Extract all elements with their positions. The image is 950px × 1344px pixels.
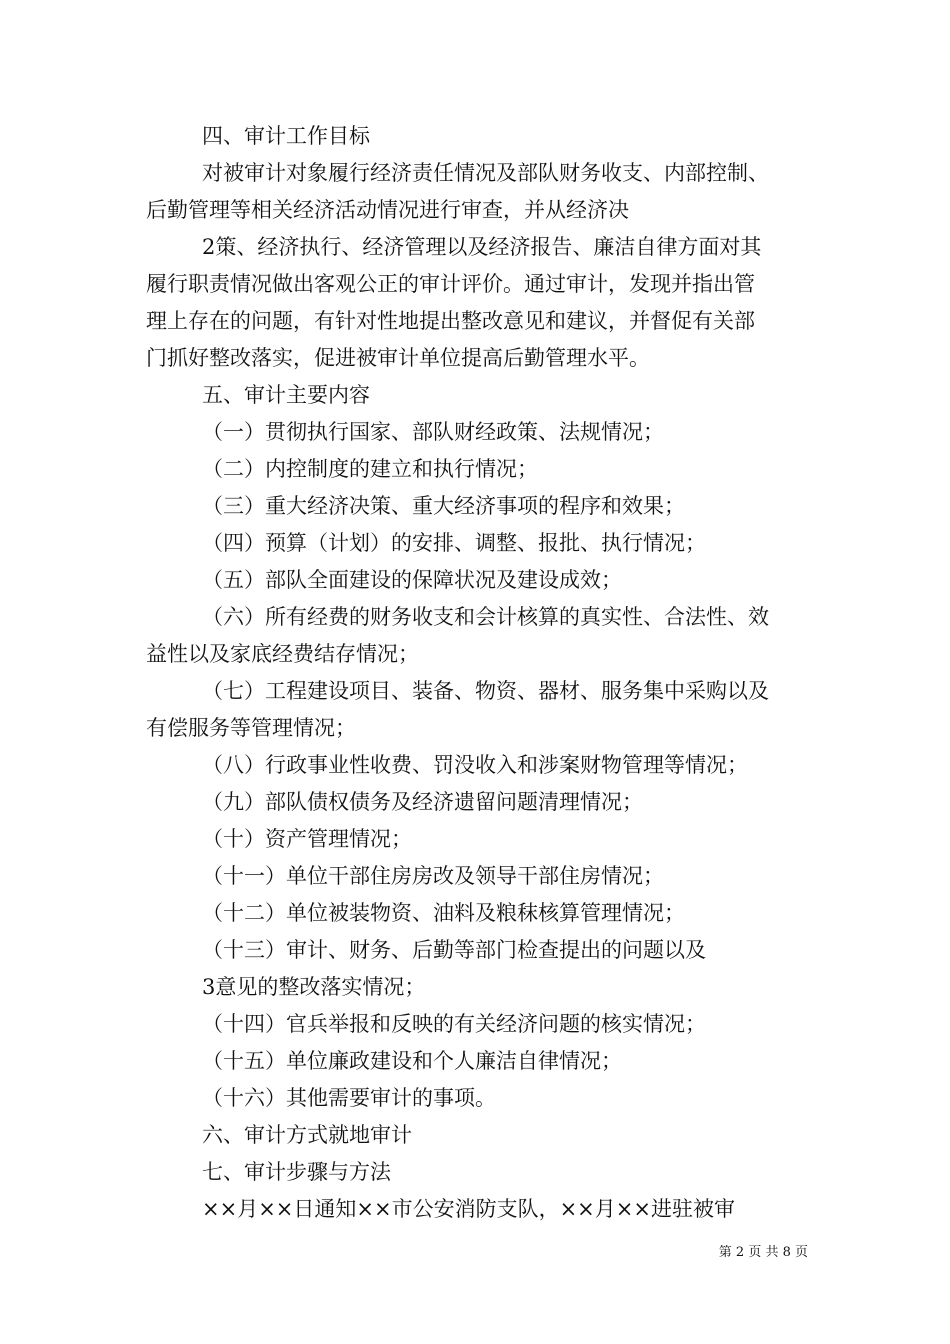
list-item: （十一）单位干部住房房改及领导干部住房情况； [202,864,664,888]
section-heading-6: 六、审计方式就地审计 [202,1123,412,1147]
list-item: （六）所有经费的财务收支和会计核算的真实性、合法性、效 [202,605,769,629]
document-body [146,118,810,1228]
paragraph-line: 后勤管理等相关经济活动情况进行审查，并从经济决 [146,198,629,222]
list-item: （四）预算（计划）的安排、调整、报批、执行情况； [202,531,706,555]
list-item: （十五）单位廉政建设和个人廉洁自律情况； [202,1049,622,1073]
page-number-footer: 第 2 页 共 8 页 [718,1245,808,1260]
list-item-continuation: 有偿服务等管理情况； [146,716,356,740]
list-item: （十四）官兵举报和反映的有关经济问题的核实情况； [202,1012,706,1036]
paragraph-line: 门抓好整改落实，促进被审计单位提高后勤管理水平。 [146,346,650,370]
list-item: （十三）审计、财务、后勤等部门检查提出的问题以及 [202,938,706,962]
paragraph-line: 2策、经济执行、经济管理以及经济报告、廉洁自律方面对其 [202,235,762,259]
section-heading-4: 四、审计工作目标 [202,124,370,148]
list-item: （一）贯彻执行国家、部队财经政策、法规情况； [202,420,664,444]
list-item: （五）部队全面建设的保障状况及建设成效； [202,568,622,592]
list-item: （十六）其他需要审计的事项。 [202,1086,496,1110]
list-item-continuation: 益性以及家底经费结存情况； [146,642,419,666]
list-item: （八）行政事业性收费、罚没收入和涉案财物管理等情况； [202,753,748,777]
section-heading-5: 五、审计主要内容 [202,383,370,407]
list-item: （九）部队债权债务及经济遗留问题清理情况； [202,790,643,814]
paragraph-line: 履行职责情况做出客观公正的审计评价。通过审计，发现并指出管 [146,272,755,296]
list-item: （七）工程建设项目、装备、物资、器材、服务集中采购以及 [202,679,769,703]
paragraph-line: 对被审计对象履行经济责任情况及部队财务收支、内部控制、 [202,161,769,185]
list-item: （三）重大经济决策、重大经济事项的程序和效果； [202,494,685,518]
list-item: （十二）单位被装物资、油料及粮秣核算管理情况； [202,901,685,925]
list-item: （二）内控制度的建立和执行情况； [202,457,538,481]
paragraph-line: ××月××日通知××市公安消防支队，××月××进驻被审 [202,1197,735,1221]
section-heading-7: 七、审计步骤与方法 [202,1160,391,1184]
list-item: （十）资产管理情况； [202,827,412,851]
paragraph-line: 理上存在的问题，有针对性地提出整改意见和建议，并督促有关部 [146,309,755,333]
list-item-continuation: 3意见的整改落实情况； [202,975,426,999]
